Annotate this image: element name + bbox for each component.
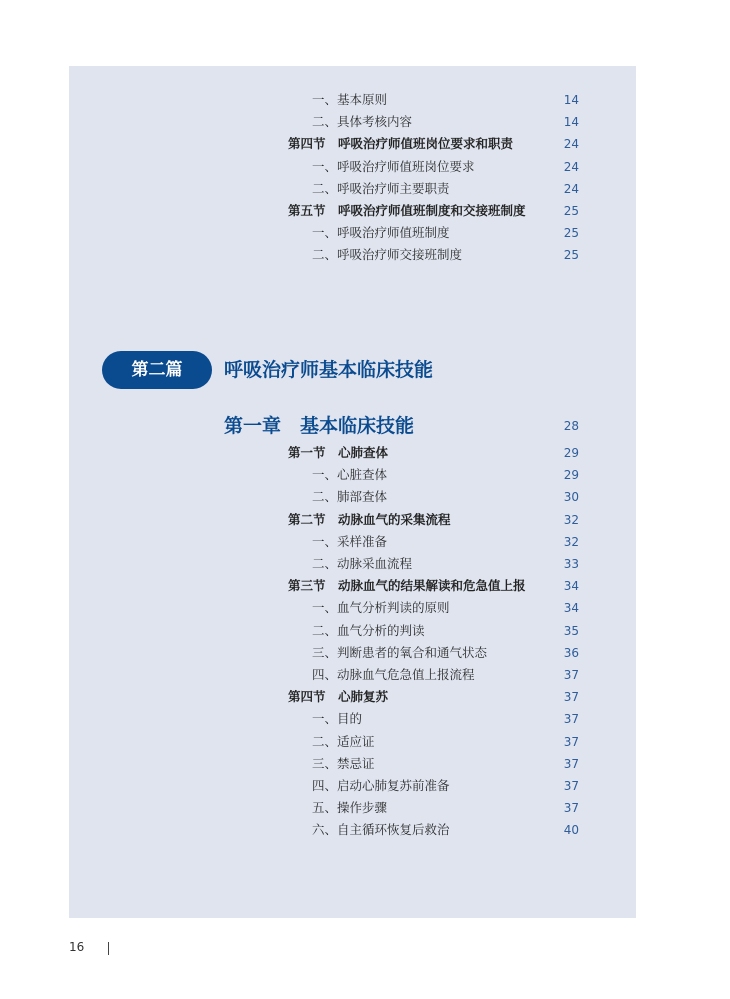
page-folio: 16 bbox=[69, 940, 85, 954]
toc-entry-label: 第四节 呼吸治疗师值班岗位要求和职责 bbox=[288, 136, 514, 152]
toc-entry-page-number: 14 bbox=[563, 115, 579, 130]
toc-entry-label: 一、血气分析判读的原则 bbox=[312, 600, 450, 616]
toc-entry-page-number: 29 bbox=[563, 446, 579, 460]
toc-section-entry[interactable] bbox=[69, 575, 636, 597]
toc-subentry[interactable] bbox=[69, 797, 636, 819]
toc-subentry[interactable] bbox=[69, 664, 636, 686]
toc-subentry[interactable] bbox=[69, 111, 636, 133]
toc-entry-page-number: 34 bbox=[563, 601, 579, 616]
toc-entry-label: 第二节 动脉血气的采集流程 bbox=[288, 511, 451, 527]
toc-entry-label: 二、适应证 bbox=[312, 733, 375, 749]
toc-section-entry[interactable] bbox=[69, 133, 636, 155]
toc-subentry[interactable] bbox=[69, 620, 636, 642]
toc-entry-label: 二、呼吸治疗师交接班制度 bbox=[312, 247, 463, 263]
toc-entry-page-number: 24 bbox=[563, 181, 579, 196]
toc-entry-page-number: 32 bbox=[563, 534, 579, 549]
toc-subentry[interactable] bbox=[69, 89, 636, 111]
toc-entry-page-number: 37 bbox=[563, 756, 579, 771]
toc-subentry[interactable] bbox=[69, 464, 636, 486]
toc-entry-page-number: 24 bbox=[563, 137, 579, 152]
toc-section-entry[interactable] bbox=[69, 686, 636, 708]
toc-entry-label: 第一节 心肺查体 bbox=[288, 445, 389, 460]
toc-entry-label: 一、目的 bbox=[312, 711, 363, 727]
toc-subentry[interactable] bbox=[69, 597, 636, 619]
toc-section-entry[interactable] bbox=[69, 200, 636, 222]
toc-subentry[interactable] bbox=[69, 553, 636, 575]
toc-subentry[interactable] bbox=[69, 222, 636, 244]
toc-entry-label: 三、禁忌证 bbox=[312, 755, 375, 771]
toc-subentry[interactable] bbox=[69, 156, 636, 178]
toc-entry-label: 五、操作步骤 bbox=[312, 800, 388, 816]
toc-entry-page-number: 37 bbox=[563, 734, 579, 749]
toc-subentry[interactable] bbox=[69, 486, 636, 508]
toc-entry-label: 二、血气分析的判读 bbox=[312, 622, 425, 638]
toc-entry-page-number: 40 bbox=[563, 823, 579, 838]
toc-entry-page-number: 37 bbox=[563, 779, 579, 793]
folio-divider bbox=[108, 942, 109, 955]
toc-entry-page-number: 25 bbox=[563, 226, 579, 241]
chapter-page-number: 28 bbox=[563, 419, 579, 433]
toc-entry-label: 一、基本原则 bbox=[312, 92, 388, 107]
toc-entry-page-number: 36 bbox=[563, 645, 579, 660]
toc-entry-page-number: 37 bbox=[563, 712, 579, 727]
toc-entry-label: 二、肺部查体 bbox=[312, 489, 388, 505]
toc-subentry[interactable] bbox=[69, 531, 636, 553]
chapter-heading[interactable] bbox=[69, 411, 636, 441]
toc-panel bbox=[69, 66, 636, 918]
toc-entry-label: 二、动脉采血流程 bbox=[312, 556, 413, 571]
part-badge: 第二篇 bbox=[102, 351, 212, 389]
toc-entry-page-number: 25 bbox=[563, 204, 579, 218]
toc-subentry[interactable] bbox=[69, 244, 636, 266]
toc-entry-label: 一、呼吸治疗师值班制度 bbox=[312, 225, 450, 241]
toc-section-entry[interactable] bbox=[69, 442, 636, 464]
toc-subentry[interactable] bbox=[69, 731, 636, 753]
toc-entry-label: 四、启动心肺复苏前准备 bbox=[312, 778, 450, 793]
toc-entry-page-number: 24 bbox=[563, 159, 579, 174]
toc-entry-page-number: 34 bbox=[563, 579, 579, 594]
toc-entry-label: 四、动脉血气危急值上报流程 bbox=[312, 667, 475, 682]
toc-entry-page-number: 14 bbox=[563, 93, 579, 107]
toc-entry-page-number: 37 bbox=[563, 668, 579, 682]
toc-entry-label: 三、判断患者的氧合和通气状态 bbox=[312, 644, 488, 660]
toc-subentry[interactable] bbox=[69, 753, 636, 775]
toc-entry-label: 第四节 心肺复苏 bbox=[288, 689, 389, 705]
toc-entry-page-number: 25 bbox=[563, 248, 579, 263]
chapter-title: 第一章 基本临床技能 bbox=[224, 415, 415, 437]
toc-subentry[interactable] bbox=[69, 178, 636, 200]
toc-subentry[interactable] bbox=[69, 775, 636, 797]
toc-entry-label: 一、呼吸治疗师值班岗位要求 bbox=[312, 158, 475, 174]
toc-entry-page-number: 29 bbox=[563, 468, 579, 483]
toc-subentry[interactable] bbox=[69, 819, 636, 841]
toc-entry-label: 一、采样准备 bbox=[312, 533, 388, 549]
toc-section-entry[interactable] bbox=[69, 509, 636, 531]
toc-entry-label: 二、具体考核内容 bbox=[312, 114, 413, 130]
toc-subentry[interactable] bbox=[69, 708, 636, 730]
toc-entry-page-number: 32 bbox=[563, 512, 579, 527]
toc-entry-label: 六、自主循环恢复后救治 bbox=[312, 822, 450, 838]
toc-entry-label: 第三节 动脉血气的结果解读和危急值上报 bbox=[288, 578, 526, 594]
toc-entry-page-number: 37 bbox=[563, 690, 579, 705]
toc-subentry[interactable] bbox=[69, 642, 636, 664]
part-title: 呼吸治疗师基本临床技能 bbox=[224, 359, 434, 381]
toc-entry-label: 第五节 呼吸治疗师值班制度和交接班制度 bbox=[288, 203, 526, 218]
toc-entry-label: 二、呼吸治疗师主要职责 bbox=[312, 180, 450, 196]
toc-entry-page-number: 37 bbox=[563, 801, 579, 816]
toc-entry-page-number: 35 bbox=[563, 623, 579, 638]
toc-entry-label: 一、心脏查体 bbox=[312, 467, 388, 483]
toc-entry-page-number: 30 bbox=[563, 490, 579, 505]
toc-entry-page-number: 33 bbox=[563, 557, 579, 571]
